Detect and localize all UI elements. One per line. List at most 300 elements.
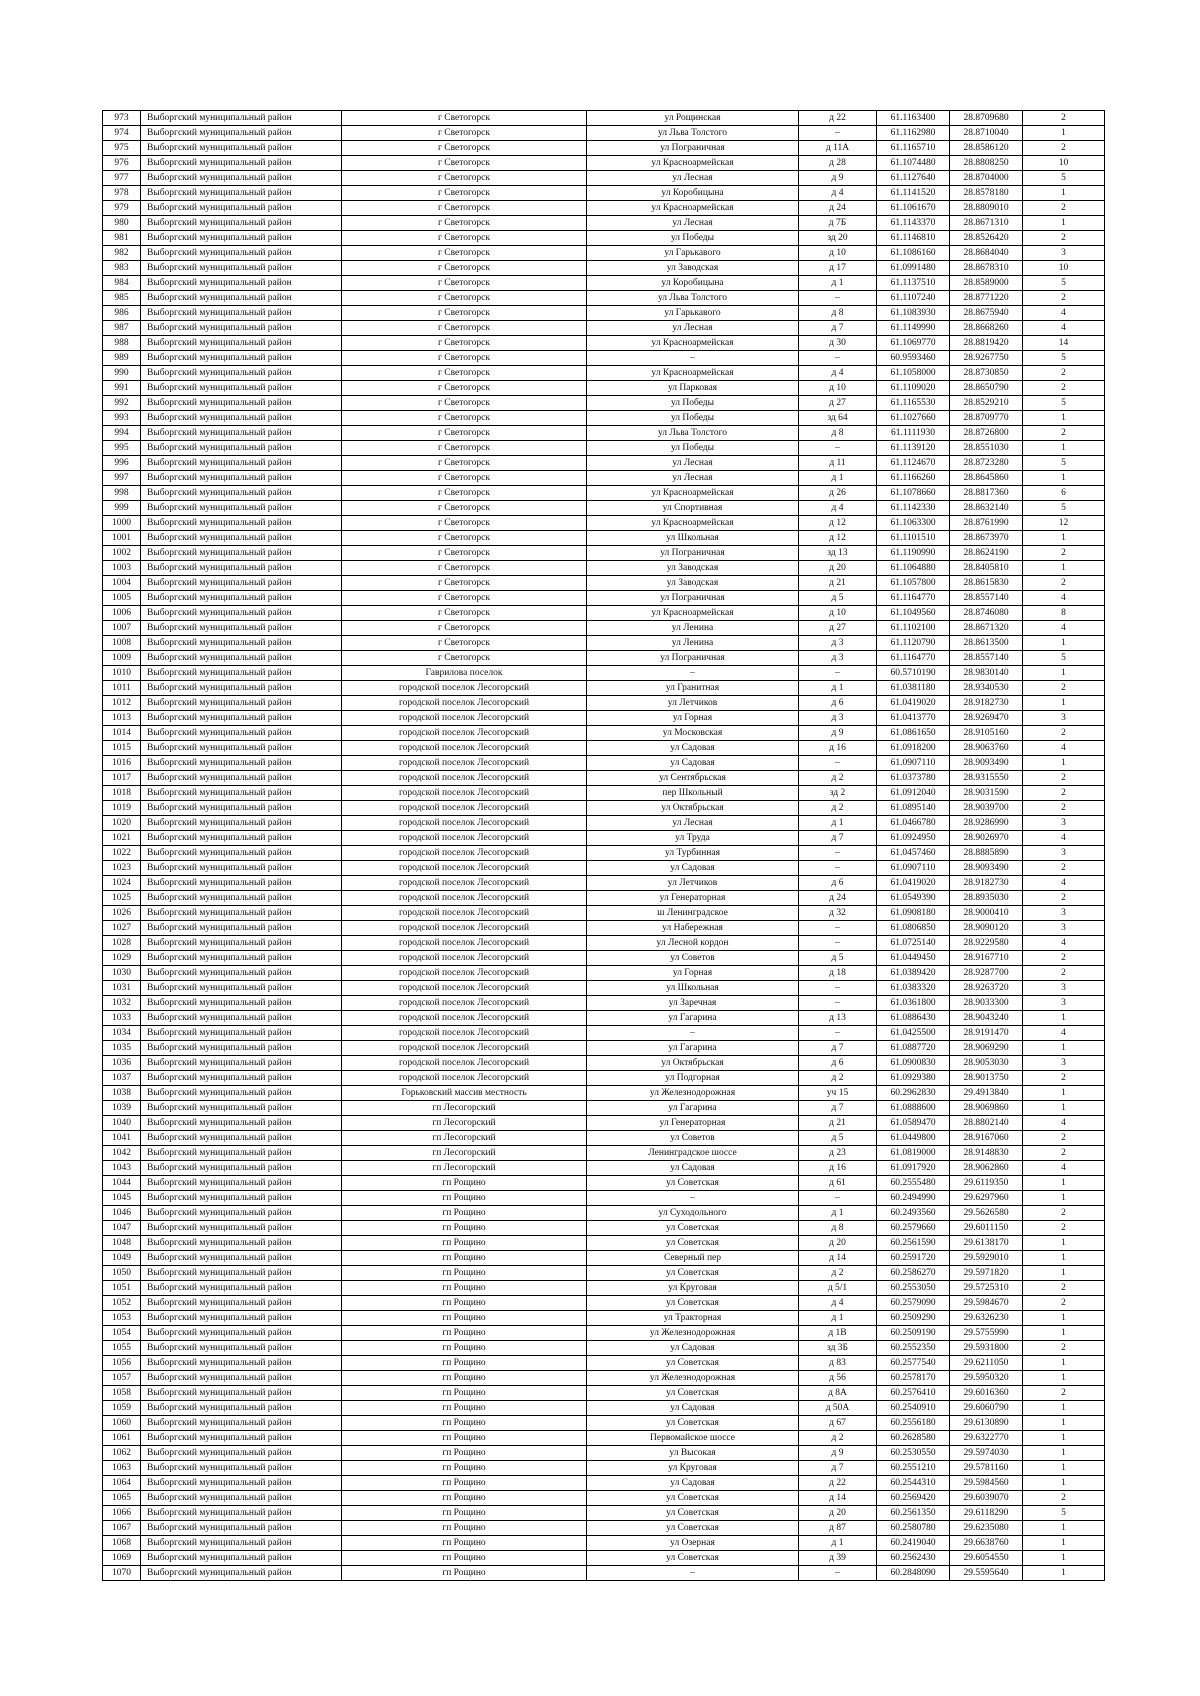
row-number: 1059 xyxy=(103,1401,141,1416)
row-number: 1064 xyxy=(103,1476,141,1491)
latitude-cell: 61.0466780 xyxy=(877,816,950,831)
table-row xyxy=(103,516,1105,531)
longitude-cell: 28.9062860 xyxy=(950,1161,1023,1176)
district-cell: Выборгский муниципальный район xyxy=(141,651,342,666)
house-cell: д 10 xyxy=(799,381,877,396)
street-cell: ул Лесная xyxy=(587,216,799,231)
street-cell: ул Красноармейская xyxy=(587,156,799,171)
table-row xyxy=(103,1176,1105,1191)
row-number: 1016 xyxy=(103,756,141,771)
settlement-cell: г Светогорск xyxy=(342,276,587,291)
table-row xyxy=(103,636,1105,651)
longitude-cell: 28.8885890 xyxy=(950,846,1023,861)
street-cell: ул Рощинская xyxy=(587,111,799,126)
count-cell: 2 xyxy=(1023,1491,1105,1506)
settlement-cell: гп Рощино xyxy=(342,1341,587,1356)
count-cell: 4 xyxy=(1023,1026,1105,1041)
district-cell: Выборгский муниципальный район xyxy=(141,186,342,201)
longitude-cell: 28.8671320 xyxy=(950,621,1023,636)
latitude-cell: 60.2579090 xyxy=(877,1296,950,1311)
house-cell: д 6 xyxy=(799,876,877,891)
latitude-cell: 61.0887720 xyxy=(877,1041,950,1056)
district-cell: Выборгский муниципальный район xyxy=(141,1296,342,1311)
table-row xyxy=(103,1311,1105,1326)
row-number: 1024 xyxy=(103,876,141,891)
table-row xyxy=(103,891,1105,906)
settlement-cell: гп Рощино xyxy=(342,1281,587,1296)
latitude-cell: 61.1165530 xyxy=(877,396,950,411)
settlement-cell: г Светогорск xyxy=(342,156,587,171)
settlement-cell: гп Рощино xyxy=(342,1506,587,1521)
house-cell: д 10 xyxy=(799,246,877,261)
count-cell: 1 xyxy=(1023,1191,1105,1206)
house-cell: д 12 xyxy=(799,531,877,546)
street-cell: пер Школьный xyxy=(587,786,799,801)
row-number: 1026 xyxy=(103,906,141,921)
house-cell: д 11А xyxy=(799,141,877,156)
district-cell: Выборгский муниципальный район xyxy=(141,726,342,741)
street-cell: ул Высокая xyxy=(587,1446,799,1461)
street-cell: ул Генераторная xyxy=(587,1116,799,1131)
house-cell: – xyxy=(799,351,877,366)
street-cell: ул Московская xyxy=(587,726,799,741)
house-cell: д 87 xyxy=(799,1521,877,1536)
house-cell: зд 3Б xyxy=(799,1341,877,1356)
row-number: 1028 xyxy=(103,936,141,951)
table-row xyxy=(103,486,1105,501)
latitude-cell: 61.1163400 xyxy=(877,111,950,126)
latitude-cell: 61.0912040 xyxy=(877,786,950,801)
latitude-cell: 60.2561590 xyxy=(877,1236,950,1251)
latitude-cell: 61.1069770 xyxy=(877,336,950,351)
count-cell: 5 xyxy=(1023,171,1105,186)
street-cell: ул Пограничная xyxy=(587,141,799,156)
table-row xyxy=(103,1071,1105,1086)
district-cell: Выборгский муниципальный район xyxy=(141,801,342,816)
latitude-cell: 61.1102100 xyxy=(877,621,950,636)
settlement-cell: гп Рощино xyxy=(342,1416,587,1431)
longitude-cell: 28.9286990 xyxy=(950,816,1023,831)
longitude-cell: 28.8730850 xyxy=(950,366,1023,381)
settlement-cell: г Светогорск xyxy=(342,111,587,126)
district-cell: Выборгский муниципальный район xyxy=(141,741,342,756)
street-cell: – xyxy=(587,351,799,366)
street-cell: ул Озерная xyxy=(587,1536,799,1551)
house-cell: д 56 xyxy=(799,1371,877,1386)
count-cell: 1 xyxy=(1023,1041,1105,1056)
settlement-cell: гп Рощино xyxy=(342,1176,587,1191)
district-cell: Выборгский муниципальный район xyxy=(141,1416,342,1431)
settlement-cell: г Светогорск xyxy=(342,456,587,471)
street-cell: ул Заводская xyxy=(587,576,799,591)
street-cell: ул Круговая xyxy=(587,1281,799,1296)
house-cell: д 23 xyxy=(799,1146,877,1161)
house-cell: д 7Б xyxy=(799,216,877,231)
district-cell: Выборгский муниципальный район xyxy=(141,1101,342,1116)
house-cell: д 1 xyxy=(799,1311,877,1326)
longitude-cell: 29.6060790 xyxy=(950,1401,1023,1416)
row-number: 998 xyxy=(103,486,141,501)
settlement-cell: г Светогорск xyxy=(342,606,587,621)
house-cell: – xyxy=(799,1191,877,1206)
count-cell: 2 xyxy=(1023,426,1105,441)
table-row xyxy=(103,156,1105,171)
longitude-cell: 28.8723280 xyxy=(950,456,1023,471)
settlement-cell: гп Лесогорский xyxy=(342,1146,587,1161)
longitude-cell: 29.5755990 xyxy=(950,1326,1023,1341)
latitude-cell: 61.1190990 xyxy=(877,546,950,561)
street-cell: ул Льва Толстого xyxy=(587,291,799,306)
longitude-cell: 28.9340530 xyxy=(950,681,1023,696)
longitude-cell: 28.9182730 xyxy=(950,876,1023,891)
latitude-cell: 61.1139120 xyxy=(877,441,950,456)
district-cell: Выборгский муниципальный район xyxy=(141,261,342,276)
street-cell: ул Лесная xyxy=(587,171,799,186)
longitude-cell: 29.6118290 xyxy=(950,1506,1023,1521)
latitude-cell: 60.2569420 xyxy=(877,1491,950,1506)
house-cell: д 5/1 xyxy=(799,1281,877,1296)
longitude-cell: 29.5781160 xyxy=(950,1461,1023,1476)
latitude-cell: 61.0419020 xyxy=(877,696,950,711)
count-cell: 1 xyxy=(1023,1371,1105,1386)
settlement-cell: г Светогорск xyxy=(342,366,587,381)
row-number: 1048 xyxy=(103,1236,141,1251)
latitude-cell: 60.2577540 xyxy=(877,1356,950,1371)
table-row xyxy=(103,726,1105,741)
table-row xyxy=(103,1386,1105,1401)
longitude-cell: 28.9191470 xyxy=(950,1026,1023,1041)
row-number: 1006 xyxy=(103,606,141,621)
longitude-cell: 28.8809010 xyxy=(950,201,1023,216)
count-cell: 4 xyxy=(1023,936,1105,951)
street-cell: ул Лесная xyxy=(587,816,799,831)
table-row xyxy=(103,1566,1105,1581)
row-number: 985 xyxy=(103,291,141,306)
latitude-cell: 60.2848090 xyxy=(877,1566,950,1581)
district-cell: Выборгский муниципальный район xyxy=(141,1161,342,1176)
count-cell: 1 xyxy=(1023,1236,1105,1251)
row-number: 1010 xyxy=(103,666,141,681)
district-cell: Выборгский муниципальный район xyxy=(141,816,342,831)
latitude-cell: 61.1164770 xyxy=(877,651,950,666)
count-cell: 1 xyxy=(1023,1476,1105,1491)
street-cell: – xyxy=(587,666,799,681)
house-cell: д 13 xyxy=(799,1011,877,1026)
district-cell: Выборгский муниципальный район xyxy=(141,1146,342,1161)
district-cell: Выборгский муниципальный район xyxy=(141,276,342,291)
district-cell: Выборгский муниципальный район xyxy=(141,201,342,216)
street-cell: ул Коробицына xyxy=(587,276,799,291)
table-row xyxy=(103,291,1105,306)
table-row xyxy=(103,1371,1105,1386)
district-cell: Выборгский муниципальный район xyxy=(141,861,342,876)
settlement-cell: г Светогорск xyxy=(342,441,587,456)
row-number: 1017 xyxy=(103,771,141,786)
longitude-cell: 28.8589000 xyxy=(950,276,1023,291)
row-number: 1045 xyxy=(103,1191,141,1206)
table-row xyxy=(103,1281,1105,1296)
count-cell: 5 xyxy=(1023,651,1105,666)
district-cell: Выборгский муниципальный район xyxy=(141,1221,342,1236)
count-cell: 2 xyxy=(1023,1386,1105,1401)
settlement-cell: городской поселок Лесогорский xyxy=(342,891,587,906)
district-cell: Выборгский муниципальный район xyxy=(141,156,342,171)
settlement-cell: г Светогорск xyxy=(342,321,587,336)
row-number: 990 xyxy=(103,366,141,381)
house-cell: д 32 xyxy=(799,906,877,921)
count-cell: 1 xyxy=(1023,1356,1105,1371)
row-number: 1041 xyxy=(103,1131,141,1146)
table-row xyxy=(103,1116,1105,1131)
settlement-cell: г Светогорск xyxy=(342,141,587,156)
settlement-cell: г Светогорск xyxy=(342,171,587,186)
table-row xyxy=(103,606,1105,621)
latitude-cell: 60.2555480 xyxy=(877,1176,950,1191)
row-number: 1007 xyxy=(103,621,141,636)
settlement-cell: гп Рощино xyxy=(342,1191,587,1206)
settlement-cell: городской поселок Лесогорский xyxy=(342,876,587,891)
table-row xyxy=(103,1206,1105,1221)
table-row xyxy=(103,951,1105,966)
table-row xyxy=(103,396,1105,411)
district-cell: Выборгский муниципальный район xyxy=(141,426,342,441)
settlement-cell: городской поселок Лесогорский xyxy=(342,921,587,936)
longitude-cell: 28.8526420 xyxy=(950,231,1023,246)
count-cell: 2 xyxy=(1023,1281,1105,1296)
table-row xyxy=(103,366,1105,381)
longitude-cell: 29.5950320 xyxy=(950,1371,1023,1386)
settlement-cell: г Светогорск xyxy=(342,231,587,246)
count-cell: 4 xyxy=(1023,621,1105,636)
district-cell: Выборгский муниципальный район xyxy=(141,621,342,636)
settlement-cell: гп Рощино xyxy=(342,1551,587,1566)
street-cell: ул Советская xyxy=(587,1506,799,1521)
street-cell: ул Летчиков xyxy=(587,696,799,711)
row-number: 1063 xyxy=(103,1461,141,1476)
latitude-cell: 61.1061670 xyxy=(877,201,950,216)
street-cell: ул Пограничная xyxy=(587,546,799,561)
latitude-cell: 60.2493560 xyxy=(877,1206,950,1221)
settlement-cell: Гаврилова поселок xyxy=(342,666,587,681)
row-number: 1065 xyxy=(103,1491,141,1506)
house-cell: д 3 xyxy=(799,636,877,651)
settlement-cell: гп Рощино xyxy=(342,1221,587,1236)
latitude-cell: 61.0861650 xyxy=(877,726,950,741)
table-row xyxy=(103,681,1105,696)
latitude-cell: 61.0907110 xyxy=(877,861,950,876)
house-cell: д 12 xyxy=(799,516,877,531)
longitude-cell: 28.8624190 xyxy=(950,546,1023,561)
street-cell: Северный пер xyxy=(587,1251,799,1266)
district-cell: Выборгский муниципальный район xyxy=(141,1371,342,1386)
district-cell: Выборгский муниципальный район xyxy=(141,291,342,306)
street-cell: ул Горная xyxy=(587,711,799,726)
house-cell: зд 13 xyxy=(799,546,877,561)
table-row xyxy=(103,771,1105,786)
table-body xyxy=(103,111,1105,1581)
count-cell: 10 xyxy=(1023,261,1105,276)
longitude-cell: 29.5984560 xyxy=(950,1476,1023,1491)
row-number: 1044 xyxy=(103,1176,141,1191)
longitude-cell: 29.6138170 xyxy=(950,1236,1023,1251)
street-cell: ул Садовая xyxy=(587,1476,799,1491)
count-cell: 2 xyxy=(1023,726,1105,741)
house-cell: д 1 xyxy=(799,1536,877,1551)
table-row xyxy=(103,1341,1105,1356)
street-cell: ул Железнодорожная xyxy=(587,1326,799,1341)
row-number: 1067 xyxy=(103,1521,141,1536)
longitude-cell: 28.8771220 xyxy=(950,291,1023,306)
longitude-cell: 28.9031590 xyxy=(950,786,1023,801)
table-row xyxy=(103,1191,1105,1206)
street-cell: ул Лесная xyxy=(587,456,799,471)
row-number: 1022 xyxy=(103,846,141,861)
latitude-cell: 60.2628580 xyxy=(877,1431,950,1446)
settlement-cell: гп Рощино xyxy=(342,1356,587,1371)
longitude-cell: 28.9013750 xyxy=(950,1071,1023,1086)
street-cell: ул Лесная xyxy=(587,471,799,486)
row-number: 1038 xyxy=(103,1086,141,1101)
count-cell: 4 xyxy=(1023,1116,1105,1131)
street-cell: ул Суходольного xyxy=(587,1206,799,1221)
row-number: 1025 xyxy=(103,891,141,906)
street-cell: ул Железнодорожная xyxy=(587,1371,799,1386)
table-row xyxy=(103,456,1105,471)
settlement-cell: г Светогорск xyxy=(342,591,587,606)
longitude-cell: 29.6211050 xyxy=(950,1356,1023,1371)
house-cell: д 9 xyxy=(799,726,877,741)
latitude-cell: 61.0425500 xyxy=(877,1026,950,1041)
table-row xyxy=(103,966,1105,981)
house-cell: д 14 xyxy=(799,1491,877,1506)
street-cell: ул Заводская xyxy=(587,561,799,576)
district-cell: Выборгский муниципальный район xyxy=(141,1386,342,1401)
count-cell: 1 xyxy=(1023,1086,1105,1101)
latitude-cell: 61.0413770 xyxy=(877,711,950,726)
settlement-cell: гп Рощино xyxy=(342,1491,587,1506)
row-number: 1042 xyxy=(103,1146,141,1161)
house-cell: д 2 xyxy=(799,1431,877,1446)
street-cell: ул Школьная xyxy=(587,981,799,996)
count-cell: 2 xyxy=(1023,141,1105,156)
settlement-cell: г Светогорск xyxy=(342,186,587,201)
district-cell: Выборгский муниципальный район xyxy=(141,1206,342,1221)
district-cell: Выборгский муниципальный район xyxy=(141,1011,342,1026)
longitude-cell: 28.9167710 xyxy=(950,951,1023,966)
settlement-cell: г Светогорск xyxy=(342,561,587,576)
district-cell: Выборгский муниципальный район xyxy=(141,831,342,846)
latitude-cell: 60.2530550 xyxy=(877,1446,950,1461)
table-row xyxy=(103,336,1105,351)
district-cell: Выборгский муниципальный район xyxy=(141,1041,342,1056)
settlement-cell: городской поселок Лесогорский xyxy=(342,681,587,696)
table-row xyxy=(103,201,1105,216)
latitude-cell: 60.2552350 xyxy=(877,1341,950,1356)
district-cell: Выборгский муниципальный район xyxy=(141,1431,342,1446)
house-cell: д 4 xyxy=(799,366,877,381)
row-number: 980 xyxy=(103,216,141,231)
row-number: 977 xyxy=(103,171,141,186)
latitude-cell: 60.2540910 xyxy=(877,1401,950,1416)
latitude-cell: 61.1141520 xyxy=(877,186,950,201)
district-cell: Выборгский муниципальный район xyxy=(141,336,342,351)
longitude-cell: 28.8709680 xyxy=(950,111,1023,126)
latitude-cell: 61.0929380 xyxy=(877,1071,950,1086)
latitude-cell: 60.2962830 xyxy=(877,1086,950,1101)
count-cell: 3 xyxy=(1023,711,1105,726)
row-number: 1032 xyxy=(103,996,141,1011)
table-row xyxy=(103,126,1105,141)
latitude-cell: 60.2562430 xyxy=(877,1551,950,1566)
longitude-cell: 28.9267750 xyxy=(950,351,1023,366)
house-cell: д 67 xyxy=(799,1416,877,1431)
table-row xyxy=(103,1356,1105,1371)
latitude-cell: 61.0924950 xyxy=(877,831,950,846)
district-cell: Выборгский муниципальный район xyxy=(141,1461,342,1476)
table-row xyxy=(103,1236,1105,1251)
district-cell: Выборгский муниципальный район xyxy=(141,1266,342,1281)
row-number: 1058 xyxy=(103,1386,141,1401)
longitude-cell: 29.5595640 xyxy=(950,1566,1023,1581)
table-row xyxy=(103,471,1105,486)
longitude-cell: 28.9105160 xyxy=(950,726,1023,741)
district-cell: Выборгский муниципальный район xyxy=(141,1191,342,1206)
row-number: 1001 xyxy=(103,531,141,546)
house-cell: д 2 xyxy=(799,771,877,786)
latitude-cell: 61.1146810 xyxy=(877,231,950,246)
district-cell: Выборгский муниципальный район xyxy=(141,906,342,921)
longitude-cell: 28.9830140 xyxy=(950,666,1023,681)
house-cell: д 4 xyxy=(799,1296,877,1311)
longitude-cell: 28.8578180 xyxy=(950,186,1023,201)
longitude-cell: 29.5971820 xyxy=(950,1266,1023,1281)
count-cell: 3 xyxy=(1023,1056,1105,1071)
district-cell: Выборгский муниципальный район xyxy=(141,666,342,681)
house-cell: д 21 xyxy=(799,1116,877,1131)
house-cell: д 1 xyxy=(799,1206,877,1221)
house-cell: зд 20 xyxy=(799,231,877,246)
street-cell: ул Садовая xyxy=(587,1401,799,1416)
latitude-cell: 60.2579660 xyxy=(877,1221,950,1236)
longitude-cell: 28.8668260 xyxy=(950,321,1023,336)
table-row xyxy=(103,1086,1105,1101)
longitude-cell: 29.6011150 xyxy=(950,1221,1023,1236)
latitude-cell: 61.0361800 xyxy=(877,996,950,1011)
house-cell: д 30 xyxy=(799,336,877,351)
table-row xyxy=(103,621,1105,636)
street-cell: ул Победы xyxy=(587,411,799,426)
latitude-cell: 61.1049560 xyxy=(877,606,950,621)
count-cell: 5 xyxy=(1023,276,1105,291)
settlement-cell: гп Лесогорский xyxy=(342,1131,587,1146)
district-cell: Выборгский муниципальный район xyxy=(141,1356,342,1371)
latitude-cell: 60.2494990 xyxy=(877,1191,950,1206)
longitude-cell: 28.9063760 xyxy=(950,741,1023,756)
street-cell: ул Труда xyxy=(587,831,799,846)
street-cell: ул Советская xyxy=(587,1551,799,1566)
longitude-cell: 28.8704000 xyxy=(950,171,1023,186)
settlement-cell: г Светогорск xyxy=(342,501,587,516)
street-cell: ул Садовая xyxy=(587,756,799,771)
district-cell: Выборгский муниципальный район xyxy=(141,1566,342,1581)
count-cell: 2 xyxy=(1023,201,1105,216)
street-cell: ул Круговая xyxy=(587,1461,799,1476)
district-cell: Выборгский муниципальный район xyxy=(141,501,342,516)
longitude-cell: 28.8650790 xyxy=(950,381,1023,396)
street-cell: ул Спортивная xyxy=(587,501,799,516)
settlement-cell: г Светогорск xyxy=(342,261,587,276)
row-number: 993 xyxy=(103,411,141,426)
